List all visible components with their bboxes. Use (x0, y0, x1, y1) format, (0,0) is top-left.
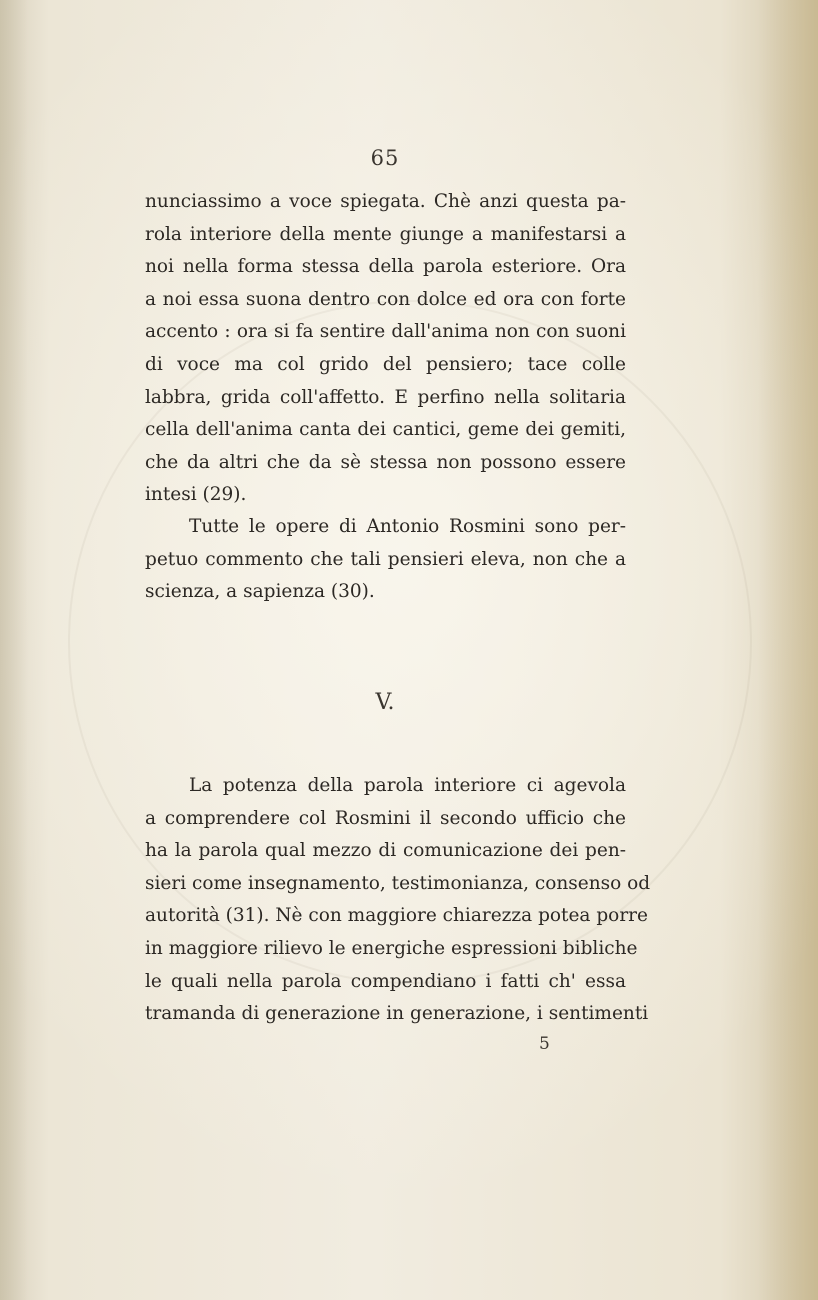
text-line: noi nella forma stessa della parola esteriore. Ora (145, 256, 626, 278)
text-line: ha la parola qual mezzo di comunicazione dei pen- (145, 840, 626, 862)
paragraph-2 (145, 511, 626, 609)
text-line: autorità (31). Nè con maggiore chiarezza potea porre (145, 905, 648, 927)
signature-mark: 5 (539, 1034, 550, 1054)
text-line: di voce ma col grido del pensiero; tace colle (145, 353, 626, 375)
paragraph-1 (145, 186, 626, 512)
text-line: intesi (29). (145, 484, 247, 506)
text-line: tramanda di generazione in generazione, i sentimenti (145, 1003, 649, 1025)
text-line: rola interiore della mente giunge a manifestarsi a (145, 223, 626, 245)
text-line: scienza, a sapienza (30). (145, 581, 375, 603)
page-number: 65 (370, 146, 400, 170)
text-line: a comprendere col Rosmini il secondo ufficio che (145, 807, 626, 829)
section-heading: V. (375, 690, 395, 715)
text-line: in maggiore rilievo le energiche espressioni bibliche (145, 937, 638, 959)
paragraph-3 (145, 770, 651, 1031)
text-line: accento : ora si fa sentire dall'anima non con suoni (145, 321, 626, 343)
text-line: labbra, grida coll'affetto. E perfino nella solitaria (145, 386, 626, 408)
text-line: cella dell'anima canta dei cantici, geme dei gemiti, (145, 419, 626, 441)
text-line: che da altri che da sè stessa non possono essere (145, 451, 626, 473)
text-line: Tutte le opere di Antonio Rosmini sono per- (189, 516, 626, 537)
text-line: nunciassimo a voce spiegata. Chè anzi questa pa- (145, 191, 626, 212)
text-line: sieri come insegnamento, testimonianza, consenso od (145, 872, 651, 894)
text-line: La potenza della parola interiore ci agevola (189, 775, 626, 796)
text-line: le quali nella parola compendiano i fatti ch' essa (145, 970, 626, 992)
text-line: a noi essa suona dentro con dolce ed ora con forte (145, 288, 626, 310)
text-line: petuo commento che tali pensieri eleva, non che a (145, 548, 626, 570)
